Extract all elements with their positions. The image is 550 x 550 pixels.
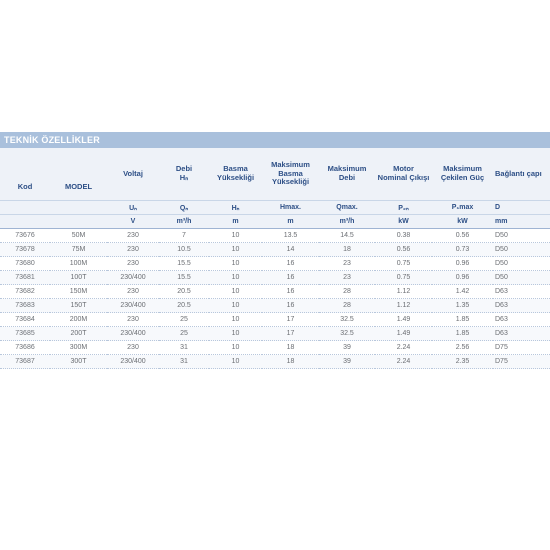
table-cell: 15.5 [159,271,209,285]
table-cell: 1.49 [375,313,432,327]
column-symbol: P₁max [432,201,493,215]
table-cell: 25 [159,313,209,327]
table-cell: 18 [319,243,375,257]
table-cell: 150M [50,285,107,299]
column-header: Debi Hₙ [159,148,209,201]
table-cell: D63 [493,313,550,327]
table-cell: 16 [262,285,319,299]
column-header: Maksimum Çekilen Güç [432,148,493,201]
table-cell: 10 [209,229,262,243]
column-unit: kW [375,215,432,229]
column-unit [50,215,107,229]
table-cell: 230 [107,257,159,271]
table-cell: 14 [262,243,319,257]
table-cell: 0.75 [375,271,432,285]
table-cell: D75 [493,341,550,355]
table-cell: 28 [319,299,375,313]
column-unit: m³/h [319,215,375,229]
column-symbol [0,201,50,215]
table-cell: 10.5 [159,243,209,257]
table-cell: 73685 [0,327,50,341]
table-cell: 73678 [0,243,50,257]
table-cell: D50 [493,243,550,257]
column-unit: m³/h [159,215,209,229]
column-symbol: Qₙ [159,201,209,215]
table-cell: 0.56 [375,243,432,257]
table-cell: 0.96 [432,271,493,285]
table-cell: 13.5 [262,229,319,243]
table-cell: 150T [50,299,107,313]
column-symbol: Uₙ [107,201,159,215]
table-cell: 73686 [0,341,50,355]
table-cell: 39 [319,355,375,369]
header-unit-row [0,215,550,229]
table-cell: 1.85 [432,327,493,341]
table-cell: 73683 [0,299,50,313]
table-cell: 230 [107,229,159,243]
table-cell: 16 [262,271,319,285]
table-cell: 0.56 [432,229,493,243]
table-cell: 10 [209,299,262,313]
table-cell: 230 [107,313,159,327]
table-cell: 230 [107,243,159,257]
table-cell: 20.5 [159,285,209,299]
table-cell: 0.38 [375,229,432,243]
table-cell: 1.42 [432,285,493,299]
column-unit: mm [493,215,550,229]
column-header: Voltaj [107,148,159,201]
table-cell: 2.56 [432,341,493,355]
table-cell: 50M [50,229,107,243]
table-cell: 23 [319,271,375,285]
table-cell: 18 [262,355,319,369]
column-header: Bağlantı çapı [493,148,550,201]
table-cell: 0.73 [432,243,493,257]
table-cell: 200M [50,313,107,327]
table-cell: 32.5 [319,313,375,327]
column-header: Motor Nominal Çıkışı [375,148,432,201]
header-label-row [0,148,550,201]
table-cell: 23 [319,257,375,271]
table-cell: 18 [262,341,319,355]
spec-panel [0,132,550,369]
table-cell: 10 [209,341,262,355]
table-cell: 10 [209,327,262,341]
table-cell: D50 [493,257,550,271]
table-cell: 75M [50,243,107,257]
table-cell: 230/400 [107,355,159,369]
table-cell: 230/400 [107,327,159,341]
section-title: TEKNİK ÖZELLİKLER [0,132,550,148]
table-cell: 300M [50,341,107,355]
table-cell: 100M [50,257,107,271]
table-cell: 1.12 [375,299,432,313]
table-row [0,257,550,271]
column-header: Basma Yüksekliği [209,148,262,201]
column-symbol: D [493,201,550,215]
table-cell: 2.24 [375,341,432,355]
table-cell: 20.5 [159,299,209,313]
table-cell: D50 [493,271,550,285]
column-symbol [50,201,107,215]
table-cell: 10 [209,257,262,271]
header-symbol-row [0,201,550,215]
table-cell: D63 [493,285,550,299]
table-cell: 28 [319,285,375,299]
table-cell: 39 [319,341,375,355]
column-symbol: Hₙ [209,201,262,215]
table-cell: 230/400 [107,271,159,285]
table-cell: 31 [159,355,209,369]
column-unit: m [262,215,319,229]
table-cell: 73681 [0,271,50,285]
column-symbol: Qmax. [319,201,375,215]
table-row [0,341,550,355]
table-cell: 17 [262,313,319,327]
column-symbol: P₂ₙ [375,201,432,215]
table-cell: 2.24 [375,355,432,369]
table-cell: 31 [159,341,209,355]
table-row [0,243,550,257]
table-cell: 16 [262,257,319,271]
column-header: Maksimum Debi [319,148,375,201]
table-cell: 7 [159,229,209,243]
table-cell: D50 [493,229,550,243]
table-cell: 10 [209,313,262,327]
table-cell: 17 [262,327,319,341]
table-row [0,229,550,243]
table-cell: D75 [493,355,550,369]
table-cell: 10 [209,355,262,369]
table-row [0,285,550,299]
table-row [0,271,550,285]
table-cell: 1.35 [432,299,493,313]
table-cell: 230 [107,341,159,355]
table-cell: 10 [209,243,262,257]
table-cell: 2.35 [432,355,493,369]
table-cell: 230 [107,285,159,299]
table-cell: 1.49 [375,327,432,341]
table-cell: 16 [262,299,319,313]
table-cell: 25 [159,327,209,341]
column-unit: m [209,215,262,229]
table-cell: 10 [209,271,262,285]
table-cell: 73684 [0,313,50,327]
spec-table [0,148,550,369]
table-cell: 300T [50,355,107,369]
column-header: MODEL [50,148,107,201]
column-unit: V [107,215,159,229]
column-unit [0,215,50,229]
table-row [0,355,550,369]
table-cell: 200T [50,327,107,341]
table-cell: 1.12 [375,285,432,299]
table-cell: 32.5 [319,327,375,341]
table-body [0,229,550,369]
table-cell: D63 [493,327,550,341]
table-cell: 10 [209,285,262,299]
table-cell: 230/400 [107,299,159,313]
table-cell: 100T [50,271,107,285]
table-row [0,313,550,327]
table-cell: 14.5 [319,229,375,243]
table-cell: 73680 [0,257,50,271]
column-header: Maksimum Basma Yüksekliği [262,148,319,201]
column-unit: kW [432,215,493,229]
table-cell: 73682 [0,285,50,299]
column-symbol: Hmax. [262,201,319,215]
table-cell: 1.85 [432,313,493,327]
table-row [0,299,550,313]
table-cell: 15.5 [159,257,209,271]
table-cell: 73687 [0,355,50,369]
table-cell: D63 [493,299,550,313]
table-cell: 0.96 [432,257,493,271]
table-row [0,327,550,341]
table-cell: 0.75 [375,257,432,271]
column-header: Kod [0,148,50,201]
table-cell: 73676 [0,229,50,243]
